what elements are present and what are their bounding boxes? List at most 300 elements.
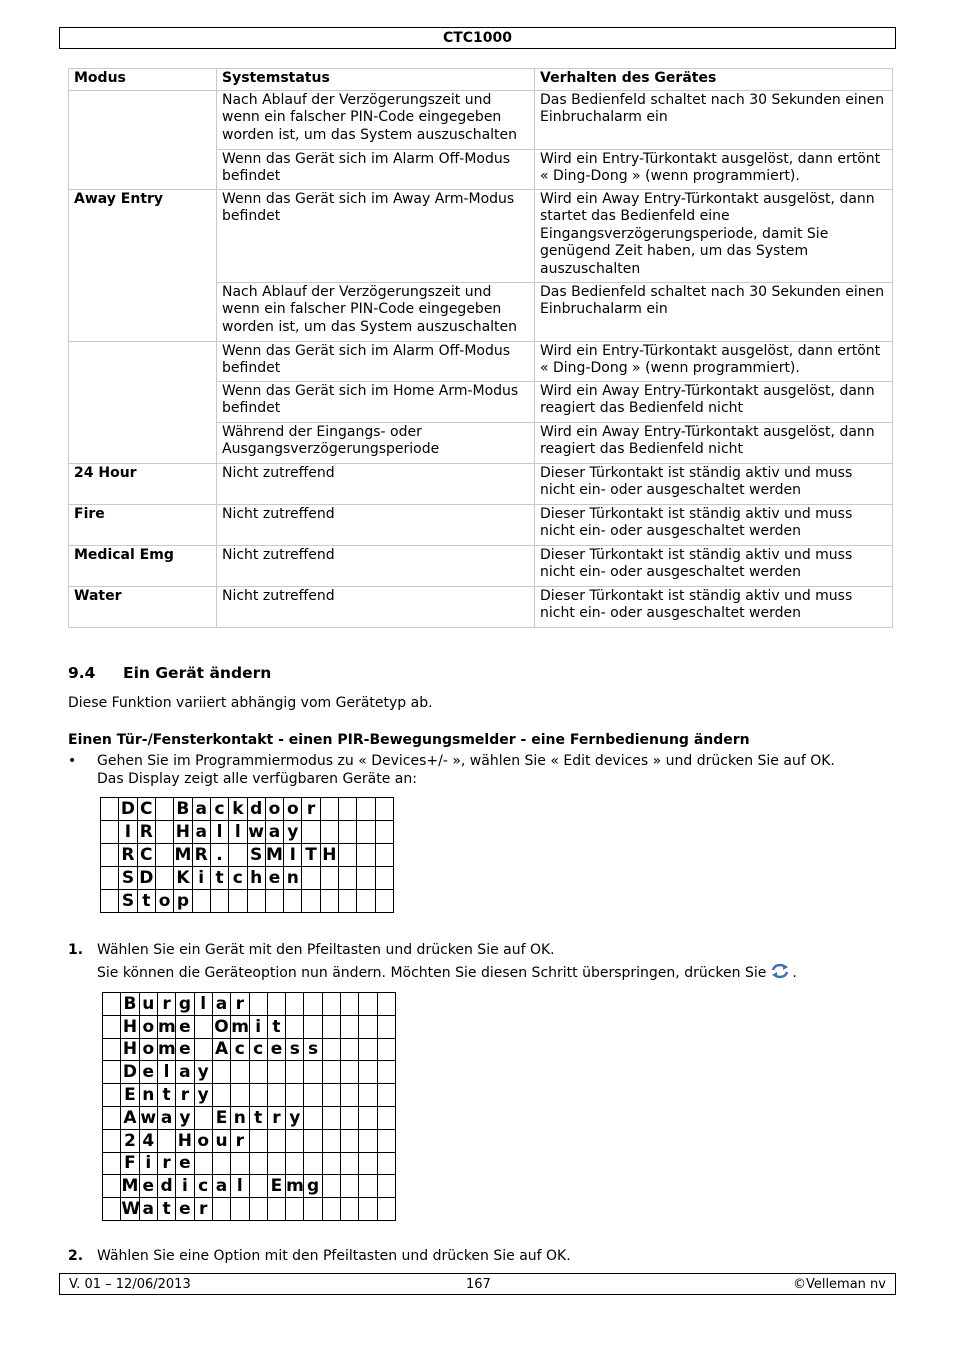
display-cell	[304, 1129, 322, 1152]
display-cell: e	[139, 1175, 157, 1198]
display-cell	[359, 1084, 377, 1107]
display-cell: n	[284, 867, 302, 890]
status-cell: Wenn das Gerät sich im Away Arm-Modus befindet	[217, 189, 535, 282]
display-cell	[229, 844, 247, 867]
display-cell	[359, 993, 377, 1016]
display-cell: i	[176, 1175, 194, 1198]
step-1-line-2-text: Sie können die Geräteoption nun ändern. Möchten Sie diesen Schritt überspringen, drücken Sie	[97, 965, 767, 981]
behavior-cell: Wird ein Away Entry-Türkontakt ausgelöst, dann reagiert das Bedienfeld nicht	[535, 381, 893, 422]
display-cell: r	[302, 798, 320, 821]
display-cell: e	[139, 1061, 157, 1084]
display-cell: a	[192, 798, 210, 821]
display-cell: l	[229, 821, 247, 844]
table-row	[69, 504, 893, 545]
option-list-display	[102, 992, 396, 1221]
display-cell: e	[265, 867, 283, 890]
display-cell	[341, 1038, 359, 1061]
status-cell: Nicht zutreffend	[217, 586, 535, 627]
display-cell: .	[210, 844, 228, 867]
status-cell: Wenn das Gerät sich im Alarm Off-Modus befindet	[217, 341, 535, 381]
display-cell	[249, 1061, 267, 1084]
skip-arrows-icon	[770, 962, 790, 980]
display-cell: i	[139, 1152, 157, 1175]
display-cell	[339, 867, 357, 890]
display-cell	[341, 1198, 359, 1221]
display-cell	[249, 1084, 267, 1107]
display-cell: C	[137, 798, 155, 821]
display-cell	[322, 1152, 340, 1175]
display-cell	[377, 1015, 395, 1038]
display-cell	[341, 1015, 359, 1038]
display-cell: d	[157, 1175, 175, 1198]
display-cell: e	[176, 1152, 194, 1175]
display-cell: A	[121, 1106, 139, 1129]
section-intro: Diese Funktion variiert abhängig vom Gerätetyp ab.	[68, 695, 433, 711]
bullet-line-2: Das Display zeigt alle verfügbaren Geräte an:	[97, 771, 417, 787]
table-header-row	[69, 69, 893, 91]
display-cell	[249, 993, 267, 1016]
display-cell	[302, 867, 320, 890]
display-cell: H	[176, 1129, 194, 1152]
display-cell	[341, 993, 359, 1016]
display-cell: t	[249, 1106, 267, 1129]
display-cell	[304, 1198, 322, 1221]
display-cell	[359, 1038, 377, 1061]
display-cell	[267, 993, 285, 1016]
display-cell	[231, 1198, 249, 1221]
display-row	[103, 1061, 396, 1084]
display-cell	[210, 890, 228, 913]
display-cell	[103, 1106, 121, 1129]
display-cell	[249, 1175, 267, 1198]
display-cell: m	[231, 1016, 249, 1037]
display-cell: s	[286, 1038, 304, 1061]
display-cell	[320, 821, 338, 844]
subheading: Einen Tür-/Fensterkontakt - einen PIR-Bewegungsmelder - eine Fernbedienung ändern	[68, 732, 750, 748]
display-cell	[304, 1084, 322, 1107]
step-1-line-2	[97, 962, 797, 984]
display-row	[103, 1084, 396, 1107]
display-cell	[377, 1084, 395, 1107]
display-cell: l	[231, 1175, 249, 1198]
display-cell	[247, 890, 265, 913]
display-cell	[194, 1038, 212, 1061]
footer-copyright: ©Velleman nv	[792, 1277, 886, 1292]
display-cell: I	[119, 821, 137, 844]
display-cell: M	[174, 845, 192, 865]
display-cell	[286, 1015, 304, 1038]
display-cell: D	[119, 798, 137, 821]
display-cell: D	[121, 1061, 139, 1084]
display-cell: a	[265, 821, 283, 844]
display-cell	[304, 1106, 322, 1129]
table-row	[69, 463, 893, 504]
display-cell: a	[139, 1198, 157, 1221]
display-cell: y	[194, 1061, 212, 1084]
status-cell: Nicht zutreffend	[217, 545, 535, 586]
display-cell	[320, 867, 338, 890]
display-cell: g	[304, 1175, 322, 1198]
display-cell: c	[229, 867, 247, 890]
display-cell: e	[176, 1038, 194, 1061]
display-cell	[194, 1106, 212, 1129]
display-cell: t	[157, 1198, 175, 1221]
display-cell: H	[121, 1015, 139, 1038]
step-1-number: 1.	[68, 942, 84, 958]
display-cell: e	[176, 1015, 194, 1038]
display-cell: T	[302, 844, 320, 867]
display-cell	[341, 1152, 359, 1175]
display-cell	[359, 1198, 377, 1221]
display-cell	[103, 1061, 121, 1084]
display-cell: H	[174, 821, 192, 844]
display-cell	[375, 844, 393, 867]
display-cell	[286, 1084, 304, 1107]
display-cell: w	[140, 1107, 157, 1128]
display-cell: r	[231, 1129, 249, 1152]
display-row	[101, 844, 394, 867]
behavior-cell: Dieser Türkontakt ist ständig aktiv und muss nicht ein- oder ausgeschaltet werden	[535, 586, 893, 627]
display-cell	[322, 1175, 340, 1198]
display-cell	[212, 1084, 230, 1107]
display-row	[103, 1129, 396, 1152]
display-cell	[155, 798, 173, 821]
table-row	[69, 341, 893, 381]
display-cell	[267, 1198, 285, 1221]
display-cell	[357, 890, 375, 913]
display-cell	[341, 1129, 359, 1152]
display-row	[103, 1152, 396, 1175]
col-header-status: Systemstatus	[217, 69, 535, 91]
display-cell: u	[212, 1129, 230, 1152]
display-cell: r	[194, 1198, 212, 1221]
display-cell	[375, 867, 393, 890]
display-cell: o	[139, 1015, 157, 1038]
display-cell: S	[247, 844, 265, 867]
display-cell: o	[155, 890, 173, 913]
col-header-behavior: Verhalten des Gerätes	[535, 69, 893, 91]
mode-cell: Medical Emg	[69, 545, 217, 586]
display-cell	[192, 890, 210, 913]
display-row	[103, 993, 396, 1016]
display-row	[103, 1198, 396, 1221]
step-1-line-1: Wählen Sie ein Gerät mit den Pfeiltasten und drücken Sie auf OK.	[97, 942, 555, 958]
display-cell	[286, 993, 304, 1016]
display-cell	[357, 867, 375, 890]
display-cell: o	[284, 798, 302, 821]
display-cell	[341, 1084, 359, 1107]
page-footer	[59, 1273, 896, 1295]
display-cell: F	[121, 1152, 139, 1175]
display-cell: o	[265, 798, 283, 821]
display-cell	[212, 1061, 230, 1084]
status-cell: Nach Ablauf der Verzögerungszeit und wenn ein falscher PIN-Code eingegeben worden ist, um das System auszuschalten	[217, 282, 535, 341]
mode-table	[68, 68, 893, 628]
step-2-text: Wählen Sie eine Option mit den Pfeiltasten und drücken Sie auf OK.	[97, 1248, 571, 1264]
display-cell	[302, 890, 320, 913]
behavior-cell: Dieser Türkontakt ist ständig aktiv und muss nicht ein- oder ausgeschaltet werden	[535, 545, 893, 586]
display-cell	[101, 844, 119, 867]
display-cell: e	[267, 1038, 285, 1061]
display-cell: M	[266, 845, 283, 865]
display-cell: t	[267, 1015, 285, 1038]
display-row	[101, 867, 394, 890]
display-cell: l	[210, 821, 228, 844]
step-1-line-2-end: .	[792, 965, 797, 981]
device-list-display	[100, 797, 394, 913]
display-cell	[322, 1129, 340, 1152]
display-cell	[231, 1084, 249, 1107]
display-cell	[377, 1152, 395, 1175]
display-cell	[155, 821, 173, 844]
display-cell: O	[214, 1016, 229, 1037]
mode-cell: Away Entry	[69, 189, 217, 341]
display-cell	[359, 1152, 377, 1175]
display-cell	[375, 890, 393, 913]
display-cell: c	[249, 1038, 267, 1061]
mode-cell: Water	[69, 586, 217, 627]
display-cell	[231, 1152, 249, 1175]
display-cell: p	[174, 890, 192, 913]
display-cell	[286, 1198, 304, 1221]
display-cell: c	[194, 1175, 212, 1198]
display-cell	[229, 890, 247, 913]
display-cell: c	[231, 1038, 249, 1061]
status-cell: Nicht zutreffend	[217, 463, 535, 504]
bullet-dot-icon: •	[68, 753, 77, 769]
display-cell: e	[176, 1198, 194, 1221]
display-cell	[339, 798, 357, 821]
display-cell	[357, 821, 375, 844]
display-cell: A	[212, 1038, 230, 1061]
col-header-mode: Modus	[69, 69, 217, 91]
display-cell	[341, 1175, 359, 1198]
display-cell	[286, 1061, 304, 1084]
display-cell	[359, 1129, 377, 1152]
display-cell: r	[176, 1084, 194, 1107]
display-cell	[103, 1175, 121, 1198]
display-cell	[357, 844, 375, 867]
display-cell	[377, 1106, 395, 1129]
display-cell	[194, 1015, 212, 1038]
display-cell	[322, 1015, 340, 1038]
display-cell	[377, 993, 395, 1016]
display-cell: y	[284, 821, 302, 844]
display-cell	[249, 1152, 267, 1175]
display-cell	[267, 1084, 285, 1107]
display-cell: c	[210, 798, 228, 821]
status-cell: Nicht zutreffend	[217, 504, 535, 545]
display-cell: o	[139, 1038, 157, 1061]
display-cell: t	[210, 867, 228, 890]
display-cell: H	[320, 844, 338, 867]
display-cell	[322, 1061, 340, 1084]
display-cell: w	[248, 822, 265, 842]
display-cell: m	[157, 1016, 176, 1037]
display-cell: a	[176, 1061, 194, 1084]
display-cell: a	[192, 821, 210, 844]
behavior-cell: Wird ein Entry-Türkontakt ausgelöst, dann ertönt « Ding-Dong » (wenn programmiert).	[535, 149, 893, 189]
display-cell	[320, 798, 338, 821]
display-cell	[375, 821, 393, 844]
behavior-cell: Dieser Türkontakt ist ständig aktiv und muss nicht ein- oder ausgeschaltet werden	[535, 504, 893, 545]
display-cell	[267, 1152, 285, 1175]
behavior-cell: Wird ein Away Entry-Türkontakt ausgelöst, dann startet das Bedienfeld eine Eingangsverzögerungsperiode, damit Sie genügend Zeit haben, um das System auszuschalten	[535, 189, 893, 282]
display-cell: M	[121, 1176, 139, 1197]
display-cell	[322, 1106, 340, 1129]
bullet-line-1: Gehen Sie im Programmiermodus zu « Devices+/- », wählen Sie « Edit devices » und drücken Sie auf OK.	[97, 753, 835, 769]
display-cell	[267, 1061, 285, 1084]
display-cell	[231, 1061, 249, 1084]
display-cell: r	[231, 993, 249, 1016]
page-header: CTC1000	[59, 27, 896, 49]
display-cell	[304, 1152, 322, 1175]
status-cell: Nach Ablauf der Verzögerungszeit und wenn ein falscher PIN-Code eingegeben worden ist, um das System auszuschalten	[217, 90, 535, 149]
display-cell	[322, 1038, 340, 1061]
mode-cell: 24 Hour	[69, 463, 217, 504]
display-cell	[377, 1061, 395, 1084]
mode-cell: Fire	[69, 504, 217, 545]
display-cell: R	[119, 844, 137, 867]
display-cell	[194, 1152, 212, 1175]
display-cell: r	[267, 1106, 285, 1129]
display-row	[103, 1038, 396, 1061]
display-cell: k	[229, 798, 247, 821]
display-cell	[101, 867, 119, 890]
display-cell: y	[176, 1106, 194, 1129]
table-row	[69, 90, 893, 149]
display-row	[103, 1015, 396, 1038]
display-cell	[155, 844, 173, 867]
display-cell: s	[304, 1038, 322, 1061]
display-row	[101, 890, 394, 913]
display-cell	[322, 993, 340, 1016]
display-cell: u	[139, 993, 157, 1016]
behavior-cell: Wird ein Entry-Türkontakt ausgelöst, dann ertönt « Ding-Dong » (wenn programmiert).	[535, 341, 893, 381]
display-cell	[377, 1198, 395, 1221]
display-cell: d	[247, 798, 265, 821]
mode-cell	[69, 341, 217, 463]
display-cell: E	[212, 1106, 230, 1129]
display-cell: g	[176, 993, 194, 1016]
display-cell	[357, 798, 375, 821]
display-cell	[284, 890, 302, 913]
footer-page-number: 167	[466, 1277, 491, 1292]
display-cell	[339, 844, 357, 867]
display-cell	[286, 1129, 304, 1152]
display-cell: m	[157, 1039, 176, 1060]
display-cell: K	[174, 867, 192, 890]
display-cell	[302, 821, 320, 844]
display-cell	[103, 1198, 121, 1221]
display-cell: C	[137, 844, 155, 867]
display-cell: 4	[139, 1129, 157, 1152]
display-cell: B	[174, 798, 192, 821]
section-heading	[68, 664, 271, 682]
display-cell	[103, 1129, 121, 1152]
display-cell	[341, 1061, 359, 1084]
behavior-cell: Wird ein Away Entry-Türkontakt ausgelöst, dann reagiert das Bedienfeld nicht	[535, 422, 893, 463]
display-cell	[103, 993, 121, 1016]
table-row	[69, 545, 893, 586]
display-cell	[249, 1198, 267, 1221]
display-cell: n	[231, 1106, 249, 1129]
display-cell: y	[194, 1084, 212, 1107]
step-2-number: 2.	[68, 1248, 84, 1264]
display-row	[101, 798, 394, 821]
display-cell	[377, 1175, 395, 1198]
display-cell: h	[247, 867, 265, 890]
display-cell	[267, 1129, 285, 1152]
display-cell	[322, 1198, 340, 1221]
display-cell: H	[121, 1038, 139, 1061]
display-cell: i	[192, 867, 210, 890]
display-cell: a	[157, 1106, 175, 1129]
status-cell: Wenn das Gerät sich im Alarm Off-Modus befindet	[217, 149, 535, 189]
section-title: Ein Gerät ändern	[123, 664, 272, 682]
display-cell	[377, 1129, 395, 1152]
display-cell	[101, 821, 119, 844]
display-cell: t	[137, 890, 155, 913]
display-cell: R	[192, 844, 210, 867]
display-cell: S	[119, 890, 137, 913]
display-cell: r	[157, 1152, 175, 1175]
display-cell	[359, 1106, 377, 1129]
display-cell: E	[121, 1084, 139, 1107]
footer-version: V. 01 – 12/06/2013	[69, 1277, 191, 1292]
display-cell	[212, 1198, 230, 1221]
display-cell: S	[119, 867, 137, 890]
display-cell	[304, 1061, 322, 1084]
display-cell	[304, 1015, 322, 1038]
display-cell: m	[286, 1176, 304, 1197]
display-cell	[103, 1015, 121, 1038]
display-cell: l	[157, 1061, 175, 1084]
behavior-cell: Dieser Türkontakt ist ständig aktiv und muss nicht ein- oder ausgeschaltet werden	[535, 463, 893, 504]
display-cell	[339, 821, 357, 844]
display-cell	[101, 890, 119, 913]
display-cell	[359, 1061, 377, 1084]
display-cell	[249, 1129, 267, 1152]
display-cell	[377, 1038, 395, 1061]
display-cell	[155, 867, 173, 890]
display-cell: E	[267, 1175, 285, 1198]
display-cell: I	[284, 844, 302, 867]
behavior-cell: Das Bedienfeld schaltet nach 30 Sekunden einen Einbruchalarm ein	[535, 90, 893, 149]
display-cell	[103, 1152, 121, 1175]
display-cell	[339, 890, 357, 913]
display-cell	[286, 1152, 304, 1175]
display-cell: B	[121, 993, 139, 1016]
display-cell	[101, 798, 119, 821]
display-row	[101, 821, 394, 844]
display-cell: i	[249, 1015, 267, 1038]
status-cell: Wenn das Gerät sich im Home Arm-Modus befindet	[217, 381, 535, 422]
display-cell: r	[157, 993, 175, 1016]
display-cell	[322, 1084, 340, 1107]
display-cell: a	[212, 993, 230, 1016]
display-cell	[341, 1106, 359, 1129]
table-row	[69, 189, 893, 282]
display-cell	[212, 1152, 230, 1175]
display-cell	[304, 993, 322, 1016]
mode-cell	[69, 90, 217, 189]
display-cell: o	[194, 1129, 212, 1152]
status-cell: Während der Eingangs- oder Ausgangsverzögerungsperiode	[217, 422, 535, 463]
display-cell: 2	[121, 1129, 139, 1152]
display-cell	[265, 890, 283, 913]
display-cell: R	[137, 821, 155, 844]
